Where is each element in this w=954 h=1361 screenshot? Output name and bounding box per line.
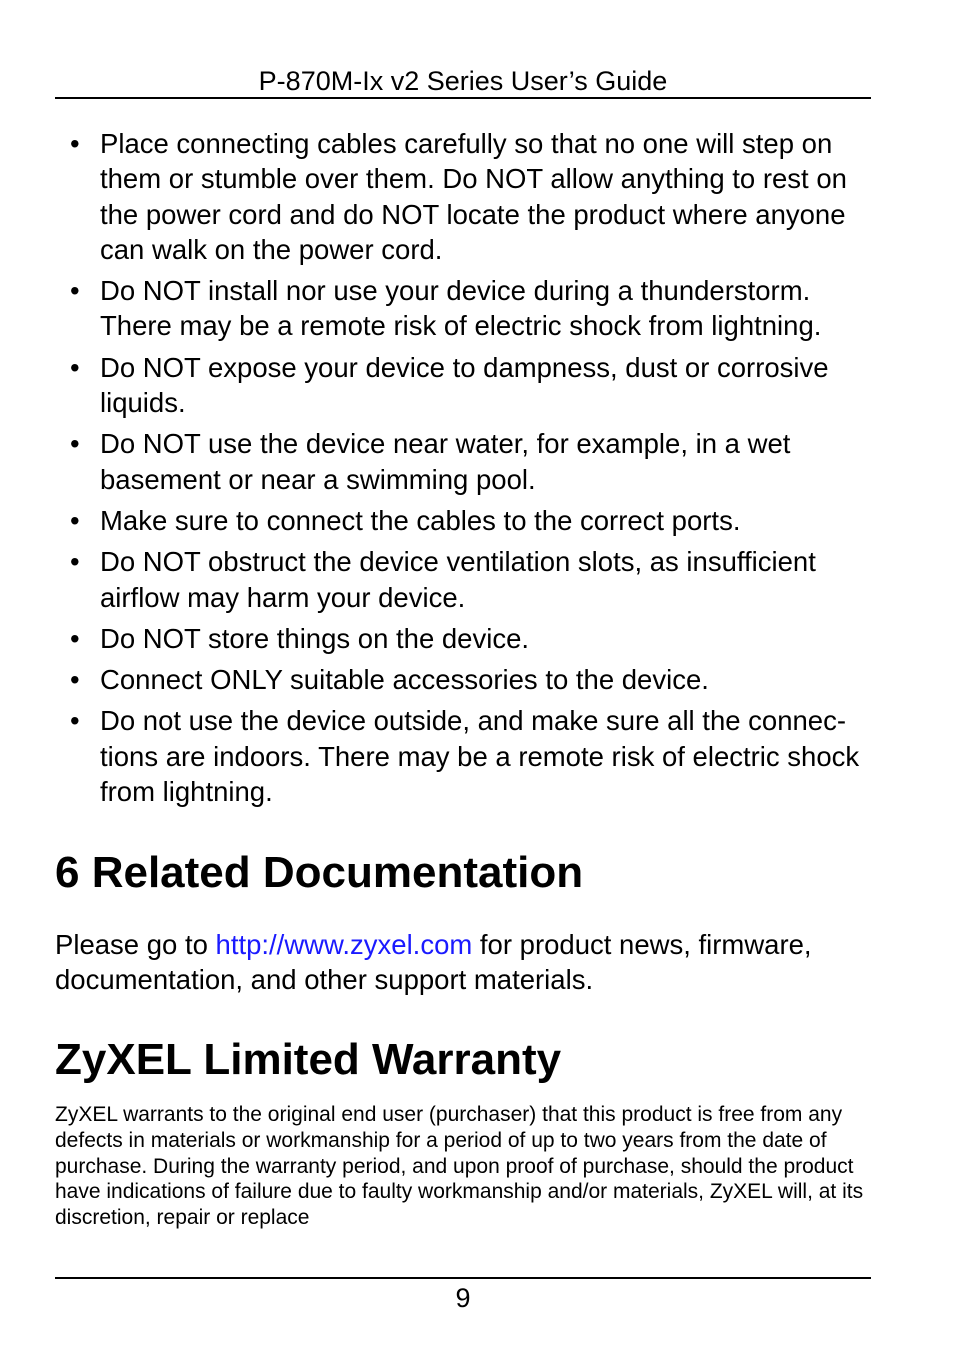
bullet-icon: • bbox=[70, 504, 80, 536]
bullet-text: Make sure to connect the cables to the correct ports. bbox=[100, 504, 741, 536]
bullet-text: Do NOT use the device near water, for example, in a wet basement or near a swimming pool. bbox=[100, 428, 791, 495]
bullet-text: Do NOT expose your device to dampness, dust or corrosive liquids. bbox=[100, 351, 829, 419]
bullet-item bbox=[55, 273, 875, 344]
bullet-icon: • bbox=[70, 275, 80, 307]
related-documentation-heading: 6 Related Documentation bbox=[55, 848, 584, 897]
bullet-item bbox=[55, 703, 875, 809]
bullet-item bbox=[55, 426, 875, 497]
bullet-item bbox=[55, 503, 875, 538]
bullet-icon: • bbox=[70, 128, 80, 159]
bullet-item bbox=[55, 350, 875, 421]
related-text-before: Please go to bbox=[55, 929, 216, 960]
bullet-text: Do NOT obstruct the device ventilation slots, as insufficient airflow may harm your device. bbox=[100, 546, 816, 613]
page-number: 9 bbox=[455, 1283, 471, 1313]
bullet-item bbox=[55, 544, 875, 615]
page-header-title: P-870M-Ix v2 Series User’s Guide bbox=[258, 66, 668, 96]
bullet-icon: • bbox=[70, 664, 80, 696]
bullet-item bbox=[55, 621, 875, 656]
related-documentation-paragraph bbox=[55, 927, 885, 997]
bullet-text: Place connecting cables carefully so that no one will step on them or stumble over them. Do NOT allow anything to rest on the power cord and do NOT locate the product where anyone can walk on the power cord. bbox=[100, 128, 847, 265]
bullet-text: Do not use the device outside, and make sure all the connec-tions are indoors. There may be a remote risk of electric shock from lightning. bbox=[100, 705, 860, 808]
bullet-icon: • bbox=[70, 705, 80, 737]
limited-warranty-heading: ZyXEL Limited Warranty bbox=[55, 1035, 562, 1084]
related-text-after: for product news, firmware, documentation, and other support materials. bbox=[55, 929, 812, 995]
bullet-icon: • bbox=[70, 546, 80, 578]
limited-warranty-paragraph: ZyXEL warrants to the original end user (purchaser) that this product is free from any defects in materials or workmanship for a period of up to two years from the date of purchase. During the warranty period, and upon proof of purchase, should the product have indications of failure due to faulty workmanship and/or materials, ZyXEL will, at its discretion, repair or replace bbox=[55, 1103, 864, 1230]
bullet-text: Do NOT store things on the device. bbox=[100, 622, 530, 654]
zyxel-website-link[interactable]: http://www.zyxel.com bbox=[215, 929, 473, 960]
bullet-icon: • bbox=[70, 428, 80, 460]
bullet-text: Connect ONLY suitable accessories to the device. bbox=[100, 664, 709, 696]
header-divider bbox=[55, 97, 871, 99]
bullet-text: Do NOT install nor use your device during a thunderstorm. There may be a remote risk of electric shock from lightning. bbox=[100, 275, 822, 342]
footer-divider bbox=[55, 1277, 871, 1279]
bullet-icon: • bbox=[70, 351, 80, 383]
bullet-item bbox=[55, 662, 875, 697]
safety-bullet-list bbox=[55, 126, 875, 815]
bullet-item bbox=[55, 126, 875, 267]
bullet-icon: • bbox=[70, 622, 80, 654]
